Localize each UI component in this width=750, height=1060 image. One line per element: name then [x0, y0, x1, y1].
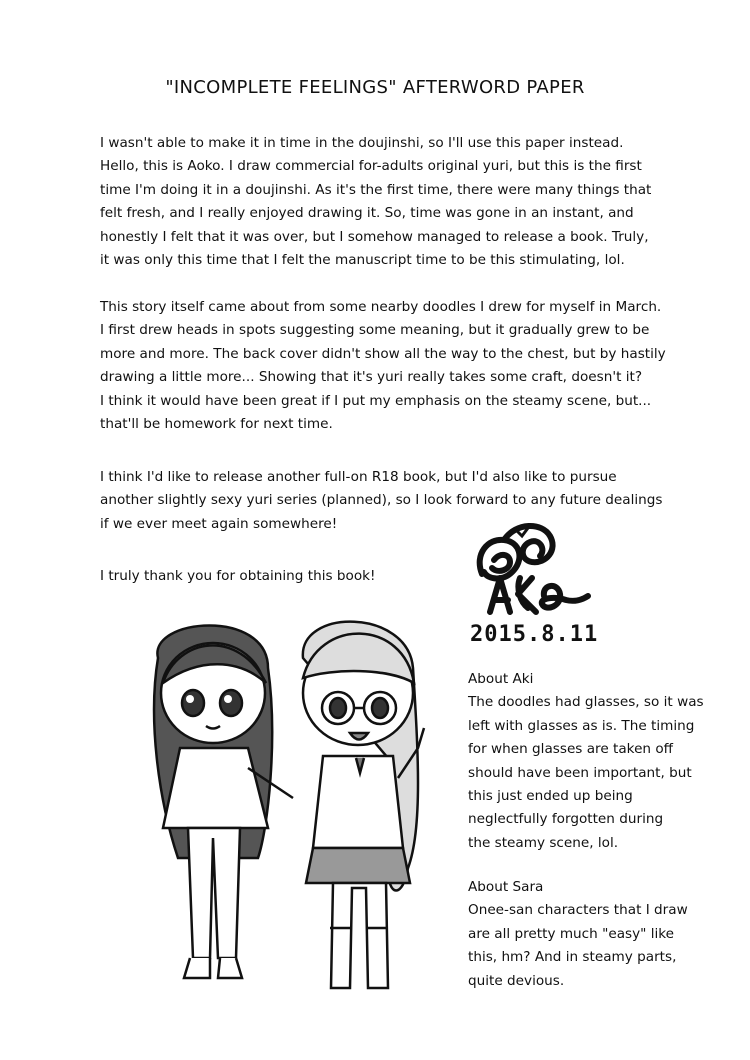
text-line: I think I'd like to release another full-on R18 book, but I'd also like to pursue: [100, 469, 617, 485]
paragraph-2: [100, 296, 666, 436]
paragraph-1: [100, 132, 660, 272]
signature-date: 2015.8.11: [470, 622, 599, 647]
text-line: Hello, this is Aoko. I draw commercial for-adults original yuri, but this is the first: [100, 158, 642, 175]
note-line: Onee-san characters that I draw: [468, 902, 688, 919]
author-signature: [470, 516, 595, 616]
text-line: that'll be homework for next time.: [100, 416, 333, 433]
note-line: neglectfully forgotten during: [468, 811, 664, 828]
chibi-characters-illustration: [118, 598, 438, 1028]
about-aki-note: [468, 668, 740, 855]
note-line: quite devious.: [468, 972, 565, 989]
character-aki: [303, 622, 424, 988]
text-line: felt fresh, and I really enjoyed drawing it. So, time was gone in an instant, and: [100, 205, 634, 222]
note-line: this just ended up being: [468, 788, 633, 805]
text-line: I truly thank you for obtaining this book!: [100, 568, 376, 584]
character-sara: [154, 626, 293, 979]
page-title: "INCOMPLETE FEELINGS" AFTERWORD PAPER: [165, 77, 585, 98]
about-sara-note: [468, 876, 740, 993]
text-line: I wasn't able to make it in time in the doujinshi, so I'll use this paper instead.: [100, 135, 624, 151]
text-line: This story itself came about from some nearby doodles I drew for myself in March.: [100, 299, 662, 315]
text-line: I first drew heads in spots suggesting some meaning, but it gradually grew to be: [100, 322, 650, 339]
note-heading: About Aki: [468, 671, 534, 687]
text-line: time I'm doing it in a doujinshi. As it's the first time, there were many things that: [100, 181, 652, 198]
note-line: The doodles had glasses, so it was: [468, 694, 704, 711]
note-line: for when glasses are taken off: [468, 741, 674, 758]
note-line: the steamy scene, lol.: [468, 834, 619, 851]
text-line: I think it would have been great if I put my emphasis on the steamy scene, but...: [100, 392, 652, 409]
text-line: more and more. The back cover didn't show all the way to the chest, but by hastily: [100, 345, 666, 362]
note-heading: About Sara: [468, 879, 544, 895]
note-line: this, hm? And in steamy parts,: [468, 949, 677, 966]
text-line: honestly I felt that it was over, but I somehow managed to release a book. Truly,: [100, 228, 649, 245]
text-line: drawing a little more... Showing that it's yuri really takes some craft, doesn't it?: [100, 369, 643, 386]
note-line: left with glasses as is. The timing: [468, 717, 695, 734]
note-line: are all pretty much "easy" like: [468, 925, 675, 942]
note-line: should have been important, but: [468, 764, 692, 781]
text-line: it was only this time that I felt the manuscript time to be this stimulating, lol.: [100, 252, 625, 269]
text-line: another slightly sexy yuri series (planned), so I look forward to any future dealings: [100, 492, 663, 509]
text-line: if we ever meet again somewhere!: [100, 515, 338, 532]
